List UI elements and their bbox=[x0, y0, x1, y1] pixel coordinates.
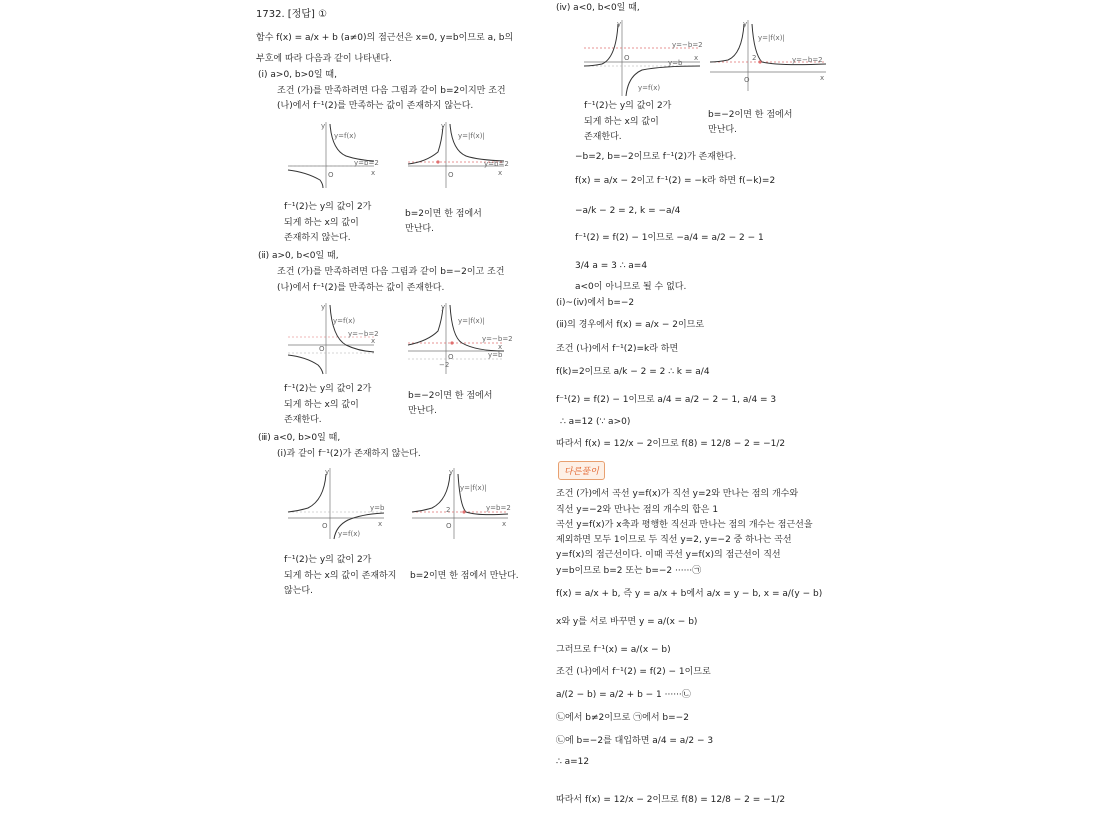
origin-label: O bbox=[322, 522, 328, 530]
y-axis-label: y bbox=[441, 122, 446, 130]
curve-label: y=f(x) bbox=[334, 132, 357, 140]
asymptote-label: y=b bbox=[370, 504, 385, 512]
caption-line: b=−2이면 한 점에서 bbox=[708, 110, 793, 120]
caption-line: 되게 하는 x의 값이 bbox=[284, 218, 359, 228]
math-line: (ⅱ)의 경우에서 f(x) = a/x − 2이므로 bbox=[556, 320, 705, 330]
case-heading: (ⅳ) a<0, b<0일 때, bbox=[556, 3, 640, 13]
origin-label: O bbox=[328, 171, 334, 179]
x-axis-label: x bbox=[371, 169, 376, 177]
caption-line: 만난다. bbox=[408, 406, 437, 416]
text-line: ㉡에서 b≠2이므로 ㉠에서 b=−2 bbox=[556, 713, 689, 723]
asymptote-label: y=−b=2 bbox=[482, 335, 513, 343]
math-line: ∴ a=12 (∵ a>0) bbox=[560, 417, 631, 427]
caption-line: b=2이면 한 점에서 만난다. bbox=[410, 571, 519, 581]
text-line: y=f(x)의 점근선이다. 이때 곡선 y=f(x)의 점근선이 직선 bbox=[556, 550, 781, 560]
caption-line: 되게 하는 x의 값이 bbox=[584, 117, 659, 127]
y-axis-label: y bbox=[321, 303, 326, 311]
origin-label: O bbox=[448, 353, 454, 361]
text-line: 조건 (가)에서 곡선 y=f(x)가 직선 y=2와 만나는 점의 개수와 bbox=[556, 489, 799, 499]
y-axis-label: y bbox=[325, 468, 330, 476]
graph-case1-abs bbox=[406, 120, 509, 190]
graph-case4-abs bbox=[708, 18, 828, 93]
graph-case2-abs bbox=[406, 301, 513, 376]
math-line: 따라서 f(x) = 12/x − 2이므로 f(8) = 12/8 − 2 = −1/2 bbox=[556, 795, 786, 805]
x-axis-label: x bbox=[498, 169, 503, 177]
curve-label: y=|f(x)| bbox=[458, 132, 485, 140]
text-line: 조건 (가)를 만족하려면 다음 그림과 같이 b=2이지만 조건 bbox=[277, 86, 506, 96]
tick-label: 2 bbox=[446, 506, 451, 514]
y-axis-label: y bbox=[321, 122, 326, 130]
curve-label: y=|f(x)| bbox=[460, 484, 487, 492]
caption-line: b=2이면 한 점에서 bbox=[405, 209, 482, 219]
caption-line: f⁻¹(2)는 y의 값이 2가 bbox=[284, 384, 372, 394]
origin-label: O bbox=[448, 171, 454, 179]
math-line: x와 y를 서로 바꾸면 y = a/(x − b) bbox=[556, 617, 698, 627]
y-axis-label: y bbox=[743, 20, 748, 28]
text-line: (나)에서 f⁻¹(2)를 만족하는 값이 존재하지 않는다. bbox=[277, 101, 474, 111]
tick-label: −2 bbox=[439, 361, 450, 369]
math-line: f(k)=2이므로 a/k − 2 = 2 ∴ k = a/4 bbox=[556, 367, 710, 377]
y-axis-label: y bbox=[449, 468, 454, 476]
caption-line: 되게 하는 x의 값이 bbox=[284, 400, 359, 410]
text-line: 직선 y=−2와 만나는 점의 개수의 합은 1 bbox=[556, 505, 719, 515]
asymptote-label: y=−b=2 bbox=[672, 41, 703, 49]
math-line: y=b이므로 b=2 또는 b=−2 ······㉠ bbox=[556, 566, 702, 576]
math-line: ∴ a=12 bbox=[556, 757, 590, 767]
asymptote-label: y=b=2 bbox=[354, 159, 379, 167]
text-line: 조건 (나)에서 f⁻¹(2)=k라 하면 bbox=[556, 344, 679, 354]
graph-case1-fx bbox=[286, 120, 379, 190]
caption-line: 존재한다. bbox=[284, 415, 322, 425]
math-line: −a/k − 2 = 2, k = −a/4 bbox=[575, 206, 681, 216]
math-line: ㉡에 b=−2를 대입하면 a/4 = a/2 − 3 bbox=[556, 736, 714, 746]
curve-label: y=f(x) bbox=[338, 530, 361, 538]
text-line: a<0이 아니므로 될 수 없다. bbox=[575, 282, 687, 292]
curve-label: y=|f(x)| bbox=[458, 317, 485, 325]
origin-label: O bbox=[319, 345, 325, 353]
y-axis-label: y bbox=[441, 303, 446, 311]
text-line: 함수 f(x) = a/x + b (a≠0)의 점근선은 x=0, y=b이므로 a, b의 bbox=[256, 33, 514, 43]
case-heading: (ⅰ) a>0, b>0일 때, bbox=[258, 70, 337, 80]
math-line: 그러므로 f⁻¹(x) = a/(x − b) bbox=[556, 645, 671, 655]
graph-case3-fx bbox=[286, 466, 386, 541]
curve-label: y=f(x) bbox=[333, 317, 356, 325]
origin-label: O bbox=[446, 522, 452, 530]
text-line: (ⅰ)~(ⅳ)에서 b=−2 bbox=[556, 298, 635, 308]
problem-title: 1732. [정답] ① bbox=[256, 9, 328, 20]
x-axis-label: x bbox=[371, 337, 376, 345]
text-line: 부호에 따라 다음과 같이 나타낸다. bbox=[256, 54, 393, 64]
x-axis-label: x bbox=[378, 520, 383, 528]
asymptote-label: y=b=2 bbox=[486, 504, 511, 512]
caption-line: 않는다. bbox=[284, 586, 313, 596]
caption-line: 만난다. bbox=[405, 224, 434, 234]
text-line: −b=2, b=−2이므로 f⁻¹(2)가 존재한다. bbox=[575, 152, 737, 162]
math-line: f(x) = a/x − 2이고 f⁻¹(2) = −k라 하면 f(−k)=2 bbox=[575, 176, 776, 186]
text-line: (ⅰ)과 같이 f⁻¹(2)가 존재하지 않는다. bbox=[277, 449, 421, 459]
graph-case3-abs bbox=[410, 466, 510, 541]
asymptote-label: y=−b=2 bbox=[348, 330, 379, 338]
origin-label: O bbox=[744, 76, 750, 84]
text-line: 제외하면 모두 1이므로 두 직선 y=2, y=−2 중 하나는 곡선 bbox=[556, 535, 792, 545]
text-line: 조건 (가)를 만족하려면 다음 그림과 같이 b=−2이고 조건 bbox=[277, 267, 505, 277]
caption-line: 존재한다. bbox=[584, 132, 622, 142]
y-axis-label: y bbox=[617, 20, 622, 28]
x-axis-label: x bbox=[502, 520, 507, 528]
asymptote-label: y=−b=2 bbox=[792, 56, 823, 64]
text-line: 조건 (나)에서 f⁻¹(2) = f(2) − 1이므로 bbox=[556, 667, 711, 677]
caption-line: f⁻¹(2)는 y의 값이 2가 bbox=[584, 101, 672, 111]
origin-label: O bbox=[624, 54, 630, 62]
math-line: 3/4 a = 3 ∴ a=4 bbox=[575, 261, 648, 271]
asymptote-label: y=b bbox=[668, 59, 683, 67]
x-axis-label: x bbox=[694, 54, 699, 62]
caption-line: b=−2이면 한 점에서 bbox=[408, 391, 493, 401]
curve-label: y=f(x) bbox=[638, 84, 661, 92]
text-line: (나)에서 f⁻¹(2)를 만족하는 값이 존재한다. bbox=[277, 283, 445, 293]
case-heading: (ⅱ) a>0, b<0일 때, bbox=[258, 251, 339, 261]
text-line: 곡선 y=f(x)가 x축과 평행한 직선과 만나는 점의 개수는 점근선을 bbox=[556, 520, 813, 530]
case-heading: (ⅲ) a<0, b>0일 때, bbox=[258, 433, 341, 443]
asymptote-label: y=b=2 bbox=[484, 160, 509, 168]
math-line: a/(2 − b) = a/2 + b − 1 ······㉡ bbox=[556, 690, 691, 700]
caption-line: f⁻¹(2)는 y의 값이 2가 bbox=[284, 202, 372, 212]
caption-line: 존재하지 않는다. bbox=[284, 233, 351, 243]
caption-line: 되게 하는 x의 값이 존재하지 bbox=[284, 571, 397, 581]
curve-label: y=|f(x)| bbox=[758, 34, 785, 42]
caption-line: f⁻¹(2)는 y의 값이 2가 bbox=[284, 555, 372, 565]
asymptote-label: y=b bbox=[488, 351, 503, 359]
math-line: f⁻¹(2) = f(2) − 1이므로 −a/4 = a/2 − 2 − 1 bbox=[575, 233, 764, 243]
x-axis-label: x bbox=[820, 74, 825, 82]
math-line: 따라서 f(x) = 12/x − 2이므로 f(8) = 12/8 − 2 = −1/2 bbox=[556, 439, 786, 449]
math-line: f⁻¹(2) = f(2) − 1이므로 a/4 = a/2 − 2 − 1, a/4 = 3 bbox=[556, 395, 777, 405]
alternative-solution-badge: 다른풀이 bbox=[558, 461, 605, 480]
tick-label: 2 bbox=[752, 54, 757, 62]
graph-case4-fx bbox=[582, 18, 702, 98]
math-line: f(x) = a/x + b, 즉 y = a/x + b에서 a/x = y − b, x = a/(y − b) bbox=[556, 589, 823, 599]
graph-case2-fx bbox=[286, 301, 379, 376]
caption-line: 만난다. bbox=[708, 125, 737, 135]
x-axis-label: x bbox=[498, 343, 503, 351]
